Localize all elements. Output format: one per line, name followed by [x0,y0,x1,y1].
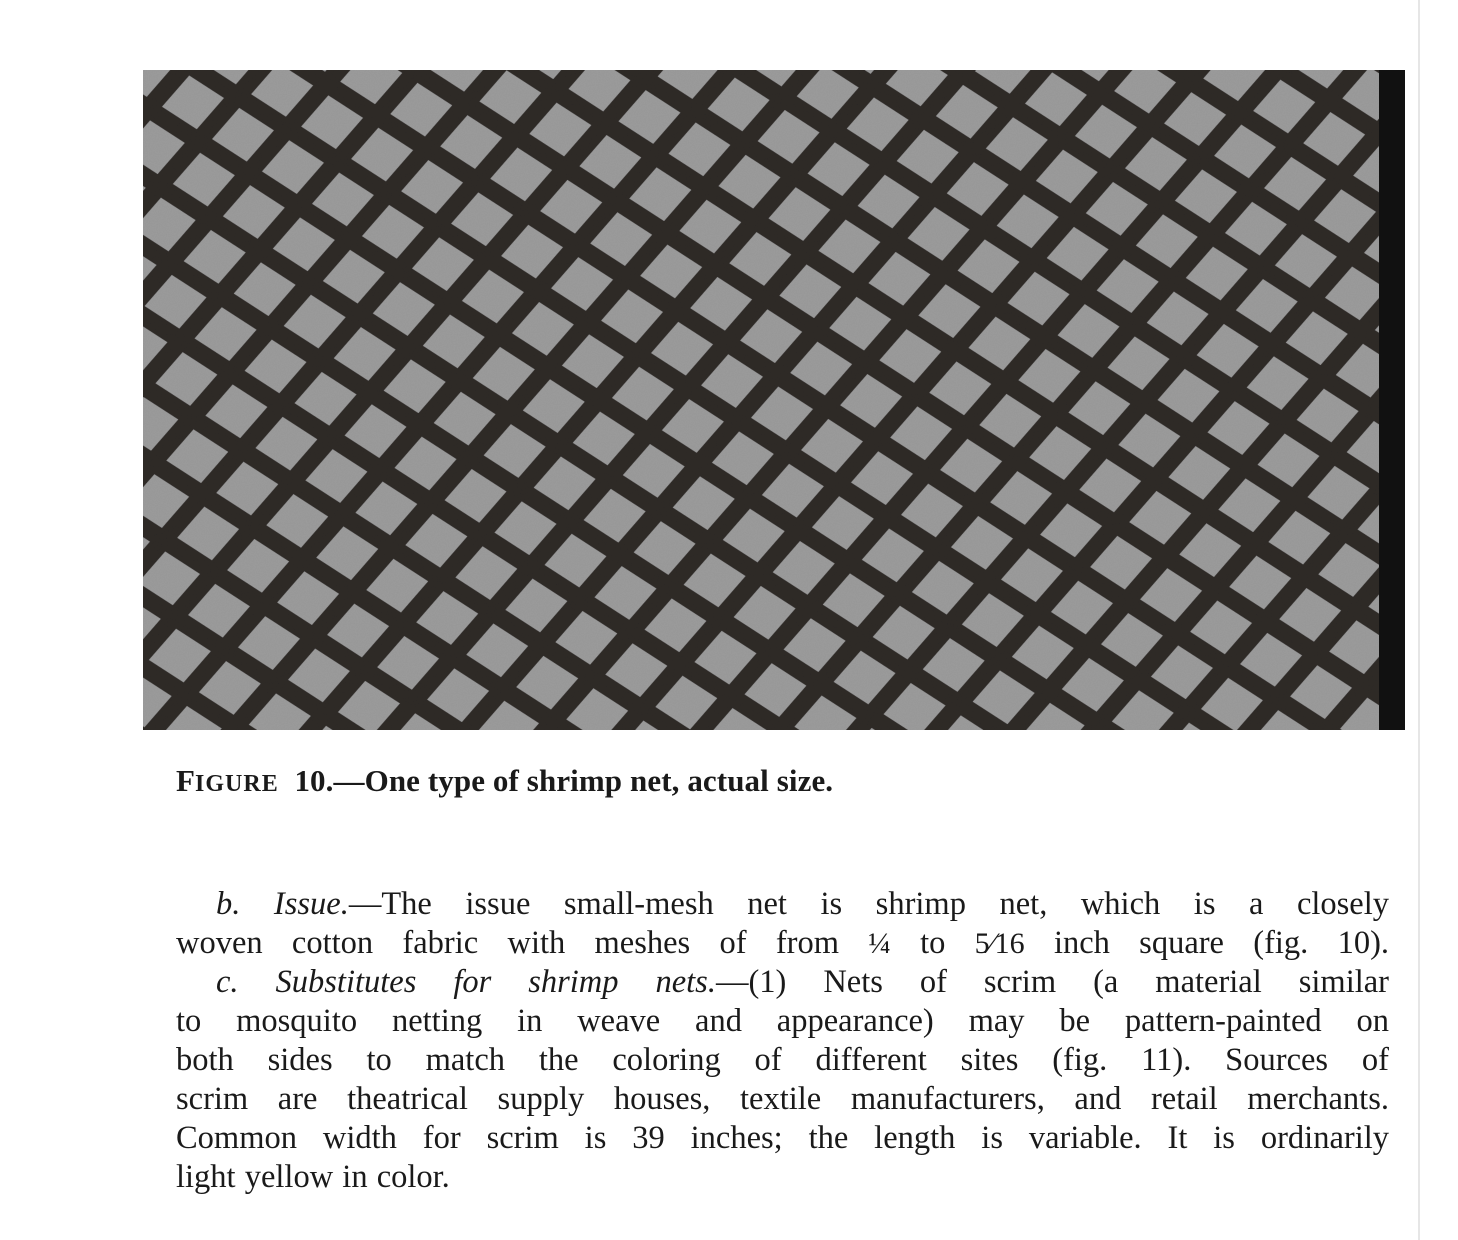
net-mesh-fill [143,70,1405,730]
caption-text: —One type of shrimp net, actual size. [333,763,834,798]
issue-line-2-b: to [920,925,946,961]
subs-line-1 [176,963,1389,1002]
caption-label-initial: F [176,763,196,798]
issue-line-2 [176,924,1389,963]
issue-line-2-c: inch square (fig. 10). [1053,925,1390,961]
fraction-five-sixteenths: 5⁄16 [974,927,1025,960]
caption-number: 10. [294,763,334,798]
paragraph-substitutes [176,963,1389,1197]
net-dark-edge [1379,70,1405,730]
caption-label-rest: IGURE [195,771,279,797]
subs-line-1-rest: —(1) Nets of scrim (a material similar [715,964,1389,1000]
subs-line-4: scrim are theatrical supply houses, textile manufacturers, and retail merchants. [176,1081,1389,1117]
subs-lead: c. Substitutes for shrimp nets. [216,964,716,1000]
subs-line-3: both sides to match the coloring of different sites (fig. 11). Sources of [176,1042,1389,1078]
issue-line-1-rest: —The issue small-mesh net is shrimp net, which is a closely [348,886,1389,922]
figure-caption [176,763,833,799]
shrimp-net-photo [143,70,1405,730]
subs-line-6: light yellow in color. [176,1159,450,1195]
page-edge [1418,0,1420,1240]
net-mesh-graphic [143,70,1405,730]
issue-line-2-a: woven cotton fabric with meshes of from [176,925,840,961]
issue-line-1 [176,885,1389,924]
fraction-quarter: ¼ [868,927,891,960]
subs-line-2: to mosquito netting in weave and appearance) may be pattern-painted on [176,1003,1389,1039]
issue-lead: b. Issue. [216,886,349,922]
subs-line-5: Common width for scrim is 39 inches; the length is variable. It is ordinarily [176,1120,1389,1156]
paragraph-issue [176,885,1389,963]
